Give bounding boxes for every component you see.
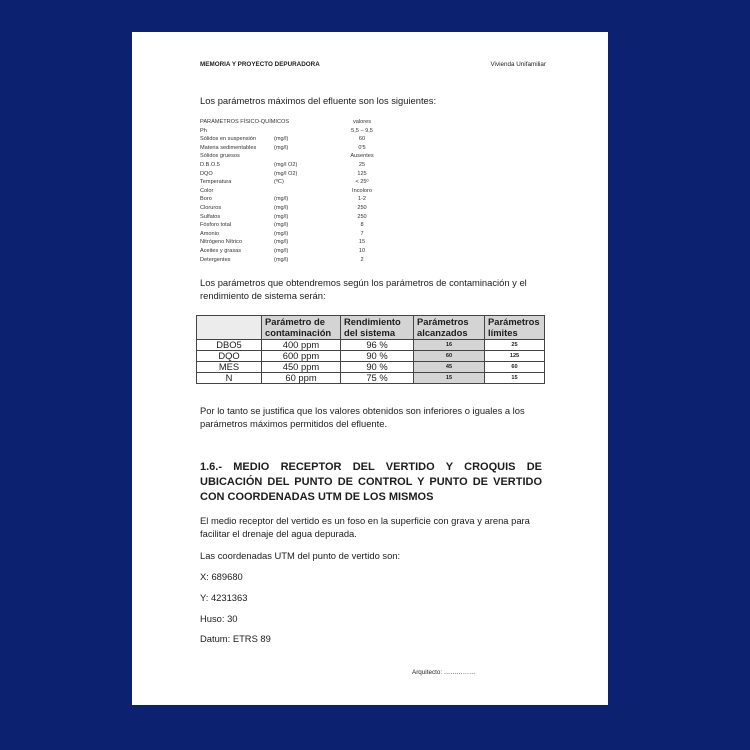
table-row (197, 362, 545, 373)
coord-huso: Huso: 30 (200, 613, 238, 624)
table-cell: 60 ppm (262, 373, 341, 384)
parameter-row (200, 247, 500, 256)
table-cell: DBO5 (197, 340, 262, 351)
parameter-name: Temperatura (200, 179, 232, 186)
utm-intro-text: Las coordenadas UTM del punto de vertido son: (200, 550, 401, 561)
parameter-value: 250 (357, 213, 367, 220)
coord-datum: Datum: ETRS 89 (200, 633, 271, 644)
parameter-value: 7 (360, 230, 364, 237)
conclusion-paragraph: Por lo tanto se justifica que los valores obtenidos son inferiores o iguales a los parámetros máximos permitidos del efluente. (200, 405, 525, 429)
parameter-name: Sólidos gruesos (200, 153, 240, 160)
table-cell: 450 ppm (262, 362, 341, 373)
parameter-value: 25 (358, 161, 366, 168)
parameter-value: 15 (358, 239, 366, 246)
parameter-row (200, 118, 500, 127)
parameter-row (200, 178, 500, 187)
parameter-unit: (mg/l O2) (274, 161, 298, 168)
parameter-unit: (mg/l) (274, 196, 289, 203)
table-header-cell: Parámetros límites (485, 316, 545, 340)
table-row (197, 373, 545, 384)
parameter-row (200, 152, 500, 161)
table-cell: 96 % (341, 340, 414, 351)
table-cell: 60 (485, 362, 545, 373)
header-title: MEMORIA Y PROYECTO DEPURADORA (200, 61, 320, 68)
table-cell: 75 % (341, 373, 414, 384)
parameter-unit: (mg/l) (274, 222, 289, 229)
parameter-name: Fósforo total (200, 222, 232, 229)
parameter-name: DQO (200, 170, 213, 177)
table-cell: DQO (197, 351, 262, 362)
coord-x: X: 689680 (200, 571, 243, 582)
parameter-unit: (mg/l) (274, 136, 289, 143)
table-cell: 16 (414, 340, 485, 351)
parameter-unit: (mg/l) (274, 204, 289, 211)
parameter-value: 250 (357, 204, 367, 211)
table-row (197, 351, 545, 362)
header-subtitle: Vivienda Unifamiliar (490, 61, 546, 68)
parameter-unit: (mg/l) (274, 213, 289, 220)
parameter-unit: (mg/l) (274, 239, 289, 246)
parameter-row (200, 204, 500, 213)
parameter-name: PARÁMETROS FÍSICO-QUÍMICOS (200, 119, 290, 125)
parameter-row (200, 221, 500, 230)
parameter-name: Color (200, 187, 214, 194)
parameter-value: 8 (360, 222, 364, 229)
parameter-name: Materia sedimentables (200, 144, 257, 151)
parameter-value: 2 (360, 256, 364, 263)
section-heading: 1.6.- MEDIO RECEPTOR DEL VERTIDO Y CROQUIS DE UBICACIÓN DEL PUNTO DE CONTROL Y PUNTO DE VERTIDO CON COORDENADAS UTM DE LOS MISMOS (200, 461, 542, 503)
parameter-name: Ph (200, 127, 207, 134)
table-cell: 125 (485, 351, 545, 362)
parameter-name: Sólidos en suspensión (200, 136, 256, 143)
parameter-value: valores (352, 119, 372, 125)
parameter-name: Sulfatos (200, 213, 221, 220)
architect-signature-line: Arquitecto: …………… (412, 669, 476, 676)
parameter-name: Detergentes (200, 256, 231, 263)
parameter-value: 1-2 (357, 196, 367, 203)
parameter-name: Nitrógeno Nítrico (200, 239, 242, 246)
parameter-value: < 25º (355, 179, 369, 186)
parameter-name: Cloruros (200, 204, 222, 211)
parameter-row (200, 127, 500, 136)
parameter-row (200, 161, 500, 170)
results-table-header (197, 316, 545, 340)
results-intro-paragraph: Los parámetros que obtendremos según los parámetros de contaminación y el rendimiento de sistema serán: (200, 277, 527, 301)
parameter-value: 0'5 (358, 144, 366, 151)
parameter-row (200, 170, 500, 179)
table-header-cell (197, 316, 262, 340)
table-cell: 400 ppm (262, 340, 341, 351)
results-table (196, 315, 545, 384)
table-cell: 15 (414, 373, 485, 384)
parameter-unit: (mg/l O2) (274, 170, 298, 177)
parameter-row (200, 195, 500, 204)
parameter-unit: (ºC) (274, 179, 284, 186)
parameter-name: D.B.O.5 (200, 161, 220, 168)
table-cell: 15 (485, 373, 545, 384)
table-header-cell: Parámetro de contaminación (262, 316, 341, 340)
intro-paragraph: Los parámetros máximos del efluente son los siguientes: (200, 95, 437, 106)
table-header-cell: Rendimiento del sistema (341, 316, 414, 340)
parameter-row (200, 187, 500, 196)
receptor-paragraph: El medio receptor del vertido es un foso en la superficie con grava y arena para facilitar el drenaje del agua depurada. (200, 515, 530, 539)
parameter-row (200, 256, 500, 265)
parameter-row (200, 230, 500, 239)
parameter-name: Amonio (200, 230, 219, 237)
parameter-value: 10 (358, 247, 366, 254)
document-page (132, 32, 608, 705)
parameter-row (200, 213, 500, 222)
parameters-list (200, 118, 500, 264)
table-cell: MES (197, 362, 262, 373)
parameter-unit: (mg/l) (274, 230, 289, 237)
parameter-row (200, 135, 500, 144)
table-cell: 60 (414, 351, 485, 362)
parameter-value: 125 (357, 170, 367, 177)
table-cell: 600 ppm (262, 351, 341, 362)
table-header-cell: Parámetros alcanzados (414, 316, 485, 340)
parameter-value: Ausentes (350, 153, 374, 160)
coord-y: Y: 4231363 (200, 592, 248, 603)
parameter-value: 60 (358, 136, 366, 143)
table-cell: 90 % (341, 351, 414, 362)
table-cell: N (197, 373, 262, 384)
parameter-name: Boro (200, 196, 212, 203)
parameter-unit: (mg/l) (274, 256, 289, 263)
parameter-name: Aceites y grasas (200, 247, 242, 254)
parameter-unit: (mg/l) (274, 247, 289, 254)
parameter-value: 5,5 – 9,5 (351, 127, 373, 134)
parameter-unit: (mg/l) (274, 144, 289, 151)
table-row (197, 340, 545, 351)
table-cell: 90 % (341, 362, 414, 373)
parameter-value: Incoloro (352, 187, 372, 194)
table-cell: 45 (414, 362, 485, 373)
parameter-row (200, 144, 500, 153)
parameter-row (200, 238, 500, 247)
table-cell: 25 (485, 340, 545, 351)
